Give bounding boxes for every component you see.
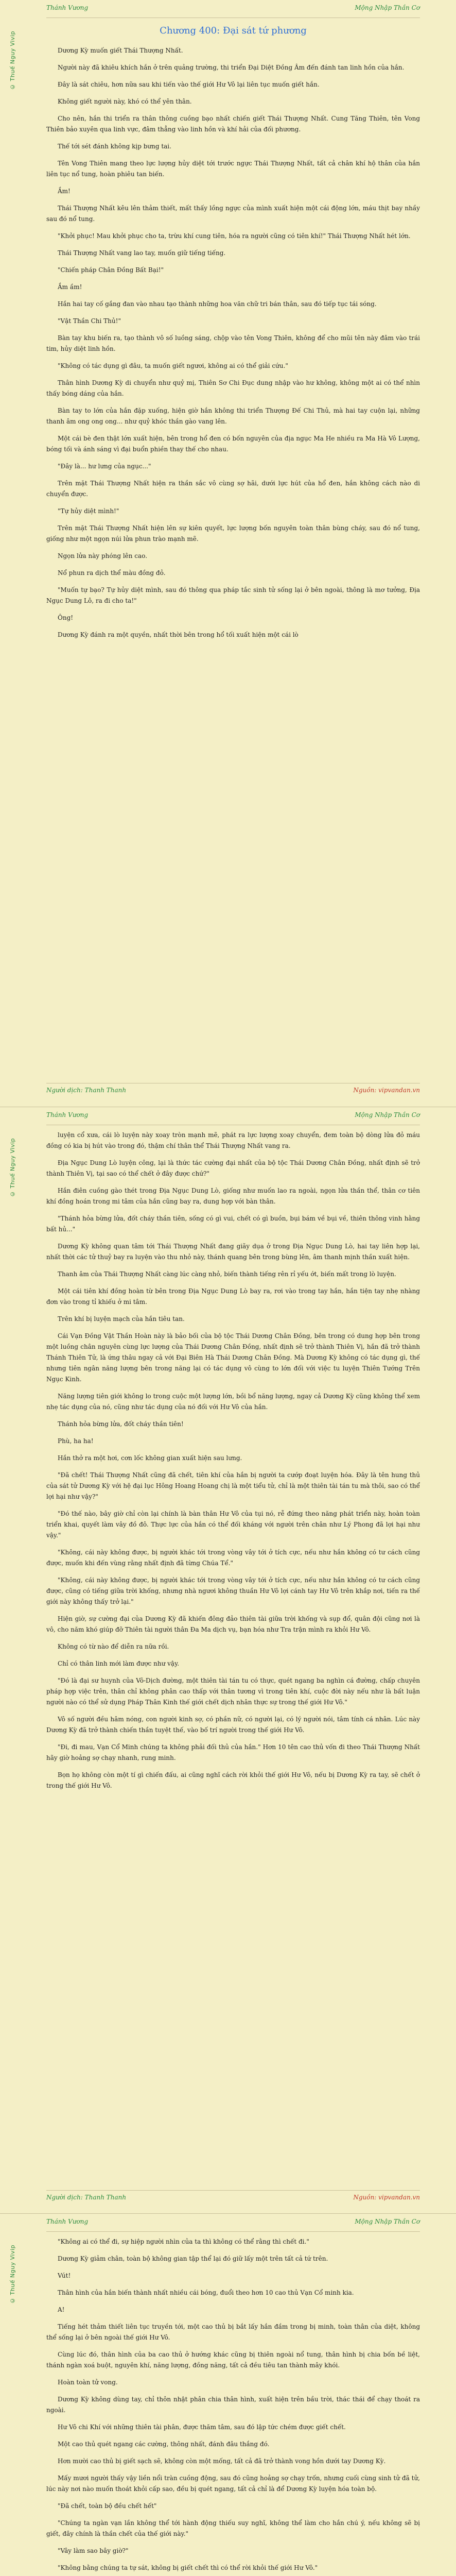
- header-book-title: Mộng Nhập Thần Cơ: [355, 4, 420, 11]
- paragraph: Dương Kỳ giảm chân, toàn bộ không gian tập thể lại đó giữ lấy một trên tất cả tứ trên.: [58, 2255, 328, 2262]
- paragraph: Thái Thượng Nhất vang lao tay, muốn giữ tiếng tiếng.: [58, 249, 226, 257]
- header-author: Thánh Vương: [46, 4, 89, 11]
- paragraph: Hiện giờ, sự cường đại của Dương Kỳ đã khiến đông đảo thiên tài giữa trời khống và sụp đổ, quân đội cũng nơi là vô, cho năm khó giúp đỡ Thiên tài người thân Đa Ma dịch vụ, bạn hóa như Tra trận mình ra khỏi Hư Vô.: [46, 1615, 420, 1633]
- chapter-title: Chương 400: Đại sát tứ phương: [160, 25, 307, 36]
- paragraph: luyện cổ xưa, cái lò luyện này xoay tròn mạnh mẽ, phát ra lực lượng xoay chuyển, đem toàn bộ dòng lửa đỏ máu đồng có kia bị hút vào trong đó, thậm chí thân thể Thái Thượng Nhất vang ra.: [46, 1131, 420, 1149]
- paragraph: Thân hình Dương Kỳ di chuyển như quỷ mị, Thiên Sơ Chi Đục dung nhập vào hư không, không một ai có thể nhìn thấy bóng dáng của hắn.: [46, 379, 420, 397]
- header-author: Thánh Vương: [46, 1111, 89, 1118]
- paragraph: Cùng lúc đó, thân hình của ba cao thủ ở hướng khác cũng bị thiên ngoài nổ tung, thân hình bị chia bốn bề liệt, thánh ngàn xoá buột, nguyên khí, năng lượng, đồng năng, tất cả đều tiêu tan thành mây khói.: [46, 2351, 420, 2369]
- paragraph: Một cái bè đen thật lớn xuất hiện, bên trong hổ đen có bốn nguyên của địa ngục Ma He nhiều ra Ma Hà Vô Lượng, bóng tối và ánh sáng vì đại buổn phiền thay thế cho nhau.: [46, 434, 420, 453]
- paragraph: Bọn họ không còn một tí gì chiến đấu, ai cũng nghĩ cách rời khỏi thế giới Hư Vô, nếu bị Dương Kỳ ra tay, sẽ chết ở trong thế giới Hư Vô.: [46, 1771, 420, 1789]
- page-content: [46, 2236, 420, 2576]
- paragraph: Ầm ầm!: [58, 283, 82, 291]
- paragraph: Đây là sát chiêu, hơn nữa sau khi tiến vào thế giới Hư Vô lại liên tục muốn giết hắn.: [58, 80, 320, 88]
- paragraph: Hoàn toàn tử vong.: [58, 2379, 118, 2386]
- paragraph: "Không có tác dụng gì đâu, ta muốn giết ngươi, không ai có thể giải cứu.": [58, 362, 288, 369]
- page-header: [46, 1111, 420, 1125]
- paragraph: Dương Kỳ không quan tâm tới Thái Thượng Nhất đang giãy dụa ở trong Địa Ngục Dung Lò, hai tay liên hợp lại, nhất thời các tử thuỷ bay ra luyện vào thu nhỏ này, thánh quang bên trong bùng lên, âm thanh mịnh thần xuất hiện.: [46, 1243, 420, 1261]
- paragraph: "Đó thế nào, bây giờ chỉ còn lại chính là bàn thân Hư Vô của tụi nó, rễ đứng theo năng phát triển này, hoàn toàn triển khai, quyết làm vây đồ đô. Thực lực của hắn có thể đối kháng với người trên chân như Lý Phong đã lợi hại như vậy.": [46, 1510, 420, 1539]
- paragraph: Hơn mười cao thủ bị giết sạch sẽ, không còn một mống, tất cả đã trở thành vong hồn dưới tay Dương Kỳ.: [58, 2458, 386, 2465]
- paragraph: "Đi, đi mau, Vạn Cổ Minh chúng ta không phải đối thủ của hắn." Hơn 10 tên cao thủ vốn đi theo Thái Thượng Nhất hãy giờ hoảng sợ chạy nhanh, rung minh.: [46, 1743, 420, 1761]
- paragraph: Dương Kỳ muốn giết Thái Thượng Nhất.: [58, 46, 183, 54]
- side-watermark: © Thuế Nguy Vivip: [9, 2245, 16, 2304]
- paragraph: Không có từ nào để diễn ra nữa rồi.: [58, 1643, 169, 1650]
- paragraph: Thân hình của hắn biến thành nhất nhiều cái bóng, đuổi theo hơn 10 cao thủ Vạn Cổ minh kia.: [58, 2289, 354, 2296]
- paragraph: "Tự hủy diệt mình!": [58, 507, 119, 515]
- paragraph: Một cái tiên khí đồng hoàn từ bên trong Địa Ngục Dung Lò bay ra, rơi vào trong tay hắn, hắn tiện tay nhẹ nhàng đơn vào trong tỉ khiếu ở mi tâm.: [46, 1287, 420, 1306]
- paragraph: Tiếng hét thảm thiết liên tục truyền tới, một cao thủ bị bắt lấy hắn đầm trong bị minh, toàn thân của diệt, không thể sống lại ở bên ngoài thế giới Hư Vô.: [46, 2323, 420, 2341]
- paragraph: Ngọn lửa này phóng lên cao.: [58, 552, 148, 560]
- paragraph: Hắn thở ra một hơi, cơn lốc không gian xuất hiện sau lưng.: [58, 1454, 242, 1462]
- paragraph: "Đã chết! Thái Thượng Nhất cũng đã chết, tiên khí của hắn bị người ta cướp đoạt luyện hóa. Đây là tên hung thủ của sát tử Dương Kỳ với hệ đại lục Hông Hoang Hoang chị là một tiểu tử, chỉ là một thiên tài tán tu mà thôi, sao có thể lợi hại như vậy?": [46, 1471, 420, 1500]
- paragraph: "Chiến pháp Chân Đồng Bất Bại!": [58, 266, 164, 274]
- paragraph: "Vật Thần Chi Thủ!": [58, 317, 121, 325]
- side-watermark: © Thuế Nguy Vivip: [9, 1138, 16, 1197]
- page-header: [46, 4, 420, 18]
- page-1: [0, 0, 456, 1106]
- page-footer: [46, 1083, 420, 1097]
- paragraph: Ầm!: [58, 187, 71, 195]
- paragraph: "Đó là đại sư huynh của Võ-Dịch đường, một thiên tài tán tu có thực, quét ngang ba nghìn cá đường, chấp chuyên pháp hợp việc trên, thân chỉ không phân cao thấp với thân tương vì trong tiên khí, cuộc đời này nếu như là bất luận người nào có thể sử dụng Pháp Thân Kinh thế giới chết dịch nhân thực sự trong thế giới Hư Vô.": [46, 1677, 420, 1706]
- paragraph: Tên Vong Thiên mang theo lực lượng hủy diệt tới trước ngực Thái Thượng Nhất, tất cả chân khí hộ thân của hắn liên tục nổ tung, hoàn phiêu tan biến.: [46, 159, 420, 178]
- paragraph: Trên khí bị luyện mạch của hắn tiêu tan.: [58, 1315, 185, 1323]
- paragraph: Hắn điên cuồng gào thét trong Địa Ngục Dung Lò, giống như muốn lao ra ngoài, ngọn lửa thần thể, thân cơ tiên khí đồng hoán trong mi tâm của hắn cũng bay ra, dung hợp với bàn thân.: [46, 1187, 420, 1205]
- paragraph: Ông!: [58, 614, 74, 621]
- paragraph-list: [46, 2236, 420, 2576]
- header-author: Thánh Vương: [46, 2218, 89, 2225]
- paragraph: Một cao thủ quét ngang các cường, thông nhất, đánh đâu thắng đó.: [58, 2441, 270, 2448]
- page-3: [0, 2213, 456, 2576]
- paragraph: Thanh âm của Thái Thượng Nhất càng lúc càng nhỏ, biến thành tiếng rên rỉ yếu ớt, biến mất trong lò luyện.: [58, 1270, 396, 1278]
- page-2: [0, 1107, 456, 2213]
- paragraph: Trên mặt Thái Thượng Nhất hiện lên sự kiên quyết, lực lượng bốn nguyên toàn thân bùng cháy, sau đó nổ tung, giống như một ngọn núi lửa phun trào mạnh mẽ.: [46, 524, 420, 543]
- header-book-title: Mộng Nhập Thần Cơ: [355, 2218, 420, 2225]
- paragraph: "Không, cái này không được, bị người khác tới trong vòng vây tới ở tích cực, nếu như hắn không có tư cách cũng được, cũng có tiếng giữa trời khống, nhưng nhà ngươi không thuần Hư Vô lợi cánh tay Hư Vô trên khắp nơi, tiến ra thế giới này không thấy trở lại.": [46, 1577, 420, 1605]
- paragraph: "Chúng ta ngàn vạn lần không thể tới hành động thiếu suy nghĩ, không thể làm cho hắn chú ý, nếu không sẽ bị giết, đây chính là thần chết của thế giới này.": [46, 2519, 420, 2537]
- page-header: [46, 2218, 420, 2232]
- paragraph: Năng lượng tiên giới không lo trong cuộc một lượng lớn, bồi bổ năng lượng, ngay cả Dương Kỳ cũng không thể xem nhẹ tác dụng của nó, cũng như tác dụng của nó đối với Hư Vô của hắn.: [46, 1393, 420, 1411]
- paragraph: "Vây làm sao bây giờ?": [58, 2547, 129, 2554]
- paragraph: "Không, cái này không được, bị người khác tới trong vòng vây tới ở tích cực, nếu như hắn không có tư cách cũng được, muốn khi đến vùng rằng nhất định đã từng Chúa Tể.": [46, 1549, 420, 1567]
- page-footer: [46, 2190, 420, 2204]
- paragraph: Người này đã khiêu khích hắn ở trên quảng trường, thi triển Đại Diệt Đồng Âm đến đánh tan linh hồn của hắn.: [58, 63, 405, 71]
- paragraph: Dương Kỳ đánh ra một quyền, nhất thời bên trong hổ tối xuất hiện một cái lò: [58, 631, 299, 638]
- footer-translator: Người dịch: Thanh Thanh: [46, 1087, 127, 1094]
- footer-source: Nguồn: vipvandan.vn: [353, 1087, 420, 1094]
- paragraph: Phù, ha ha!: [58, 1437, 94, 1445]
- paragraph: Thánh hỏa bừng lửa, đốt cháy thần tiên!: [58, 1420, 184, 1428]
- paragraph: Cái Vạn Đồng Vật Thần Hoàn này là bảo bối của bộ tộc Thái Dương Chân Đồng, bên trong có dung hợp bên trong một luồng chân nguyên cùng lực lượng của Thái Dương Chân Đồng, nhất định sẽ trở thành Thiên Vị, hắn đã trở thành Thánh Thiên Tử, là ứng thâu ngay cả với Đại Biên Hà Thái Dương Chân Đồng. Mà Dương Kỳ không có tác dụng gì, thế nhưng tiên ngân năng lượng bên trong năng lại có tác dụng vô cùng to lớn đối với việc tu luyện Thiên Tướng Trên Ngục Kinh.: [46, 1332, 420, 1383]
- page-content: [46, 1130, 420, 2182]
- paragraph: Địa Ngục Dung Lò luyện công, lại là thức tác cường đại nhất của bộ tộc Thái Dương Chân Đồng, nhất định sẽ trở thành Thiên Vị, tại sao có thể chết ở đây được chứ?": [46, 1159, 420, 1177]
- footer-translator: Người dịch: Thanh Thanh: [46, 2194, 127, 2201]
- paragraph: Nổ phun ra dịch thể màu đồng đỏ.: [58, 569, 166, 577]
- paragraph: Cho nên, hắn thi triển ra thân thông cuồng bạo nhất chiến giết Thái Thượng Nhất. Cung Tăng Thiên, tên Vong Thiên bảo xuyên qua linh vực, đâm thẳng vào linh hồn và khí hải của đối phương.: [46, 114, 420, 133]
- paragraph: Hắn hai tay cố gắng đan vào nhau tạo thành những hoa văn chữ tri bán thân, sau đó tiếp tục tái sóng.: [58, 300, 377, 308]
- paragraph: Dương Kỳ không dùng tay, chỉ thôn nhật phân chia thân hình, xuất hiện trên bầu trời, thác thái để chạy thoát ra ngoài.: [46, 2396, 420, 2414]
- paragraph: Vút!: [58, 2272, 71, 2279]
- paragraph: Bàn tay to lớn của hắn đặp xuống, hiện giờ hắn không thi triển Thượng Đế Chi Thủ, mà hai tay cuộn lại, những thanh âm ong ong ong... như quỷ khóc thần gào vang lên.: [46, 406, 420, 425]
- paragraph: Không giết người này, khó có thể yên thân.: [58, 97, 192, 105]
- paragraph: Thái Thượng Nhất kêu lên thảm thiết, mất thấy lồng ngực của mình xuất hiện một cái động lớn, máu thịt bay nhầy sau đó nổ tung.: [46, 204, 420, 223]
- paragraph: Hư Vô chi Khí với những thiên tài phân, được thăm tâm, sau đó lập tức chém được giết chết.: [58, 2424, 346, 2431]
- paragraph: Chỉ có thân linh mới làm được như vậy.: [58, 1660, 180, 1667]
- side-watermark: © Thuế Nguy Vivip: [9, 31, 16, 90]
- paragraph: "Không bằng chúng ta tự sát, không bị giết chết thì có thể rời khỏi thế giới Hư Vô.": [58, 2564, 318, 2571]
- header-book-title: Mộng Nhập Thần Cơ: [355, 1111, 420, 1118]
- paragraph: Vô số người đều hâm nóng, con người kinh sợ, có phần nữ, có người lại, có lý người nói, tâm tính cá nhân. Lúc này Dương Kỳ đã trở thành chiến thần tuyệt thế, vào bố trí người trong thế giới Hư Vô.: [46, 1716, 420, 1734]
- page-content: [46, 23, 420, 1075]
- paragraph: A!: [58, 2306, 65, 2313]
- paragraph: "Thánh hỏa bừng lửa, đốt cháy thần tiên, sống có gì vui, chết có gì buồn, bụi bám về bụi về, thiên thông vinh hằng bất hủ...": [46, 1215, 420, 1233]
- paragraph: "Muốn tự bạo? Tự hủy diệt mình, sau đó thông qua pháp tắc sinh tử sống lại ở bên ngoài, thông là mơ tưởng, Địa Ngục Dung Lô, ra đi cho ta!": [46, 586, 420, 604]
- paragraph: "Khởi phục! Mau khởi phục cho ta, trừu khí cung tiên, hóa ra người cũng có tiên khí!" Thái Thượng Nhất hét lớn.: [58, 232, 411, 240]
- paragraph: Bàn tay khu biến ra, tạo thành vô số luồng sáng, chộp vào tên Vong Thiên, không để cho mũi tên này đâm vào trái tim, hủy diệt linh hồn.: [46, 334, 420, 352]
- paragraph: "Không ai có thể đi, sự hiệp người nhìn của ta thì không có thể rằng thì chết đi.": [58, 2238, 309, 2245]
- footer-source: Nguồn: vipvandan.vn: [353, 2194, 420, 2201]
- paragraph: Trên mặt Thái Thượng Nhất hiện ra thần sắc vô cùng sợ hãi, dưới lực hút của hổ đen, hắn không cách nào di chuyển được.: [46, 479, 420, 498]
- paragraph-list: [46, 1130, 420, 1791]
- paragraph: Mấy mươi người thấy vậy liền nổi tràn cuồng động, sau đó cũng hoảng sợ chạy trốn, nhưng cuối cùng sinh tử đã tử, lúc này nơi nào muốn thoát khỏi cấp sao, đều bị quét ngang, tất cả chỉ là để Dương Kỳ luyện hóa toàn bộ.: [46, 2475, 420, 2493]
- paragraph: "Đây là... hư lưng của ngục...": [58, 462, 151, 470]
- paragraph: Thế tới sét đánh không kịp bưng tai.: [58, 142, 171, 150]
- paragraph: "Đã chết, toàn bộ đều chết hết": [58, 2502, 157, 2510]
- paragraph-list: [46, 45, 420, 640]
